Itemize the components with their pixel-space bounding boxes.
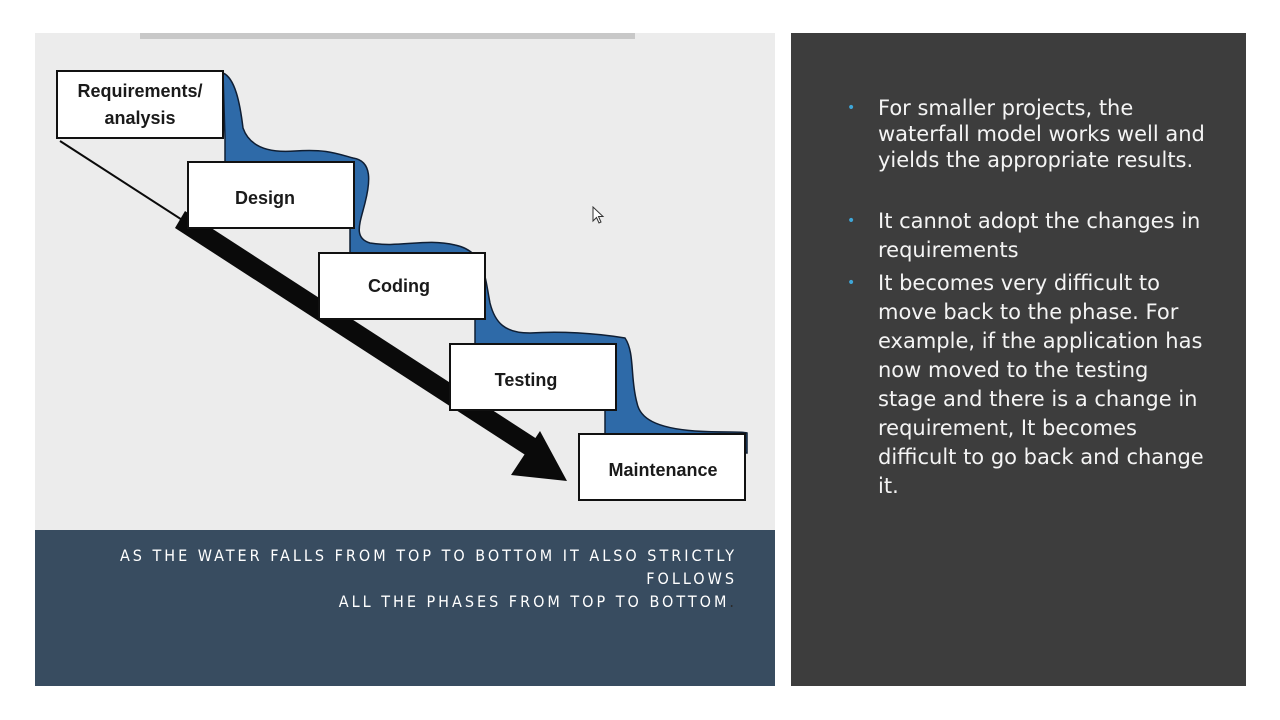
- caption-line-1: AS THE WATER FALLS FROM TOP TO BOTTOM IT ALSO STRICTLY FOLLOWS: [119, 546, 737, 588]
- step-label-design: Design: [234, 188, 296, 208]
- step-box-design: [188, 162, 354, 228]
- step-box-coding: [319, 253, 485, 319]
- caption-line-2: [47, 590, 737, 613]
- bullet-item: [847, 95, 1207, 173]
- mouse-pointer-icon: [592, 206, 606, 226]
- bullet-item: [847, 269, 1207, 501]
- step-label-testing: Testing: [494, 370, 558, 390]
- bullet-item: [847, 207, 1207, 265]
- bullet-dot-icon: •: [847, 213, 856, 229]
- bullet-dot-icon: •: [847, 275, 856, 291]
- bullet-text: It cannot adopt the changes in requirements: [878, 209, 1201, 262]
- step-box-testing: [450, 344, 616, 410]
- step-box-maintenance: [579, 434, 745, 500]
- caption-text: [47, 544, 737, 613]
- cropped-title-remnant: [140, 33, 635, 39]
- step-label-maintenance: Maintenance: [608, 460, 718, 480]
- bullet-dot-icon: •: [847, 100, 856, 116]
- step-box-requirements: [57, 71, 223, 138]
- bullet-text: It becomes very difficult to move back to the phase. For example, if the application has now moved to the testing stage and there is a change in requirement, It becomes difficult to go back and change it.: [878, 271, 1204, 498]
- bullet-list: [847, 95, 1207, 501]
- bullet-text: For smaller projects, the waterfall model works well and yields the appropriate results.: [878, 96, 1205, 172]
- step-label-coding: Coding: [368, 276, 430, 296]
- caption-band: [35, 530, 775, 686]
- bullet-text-panel: [791, 33, 1246, 686]
- step-label-requirements-line1: Requirements/: [77, 81, 203, 101]
- caption-trailing-period: .: [729, 592, 737, 611]
- step-label-requirements-line2: analysis: [104, 108, 176, 128]
- waterfall-diagram: [35, 33, 775, 530]
- waterfall-diagram-image: [35, 33, 775, 530]
- caption-line-2-text: ALL THE PHASES FROM TOP TO BOTTOM: [338, 592, 730, 611]
